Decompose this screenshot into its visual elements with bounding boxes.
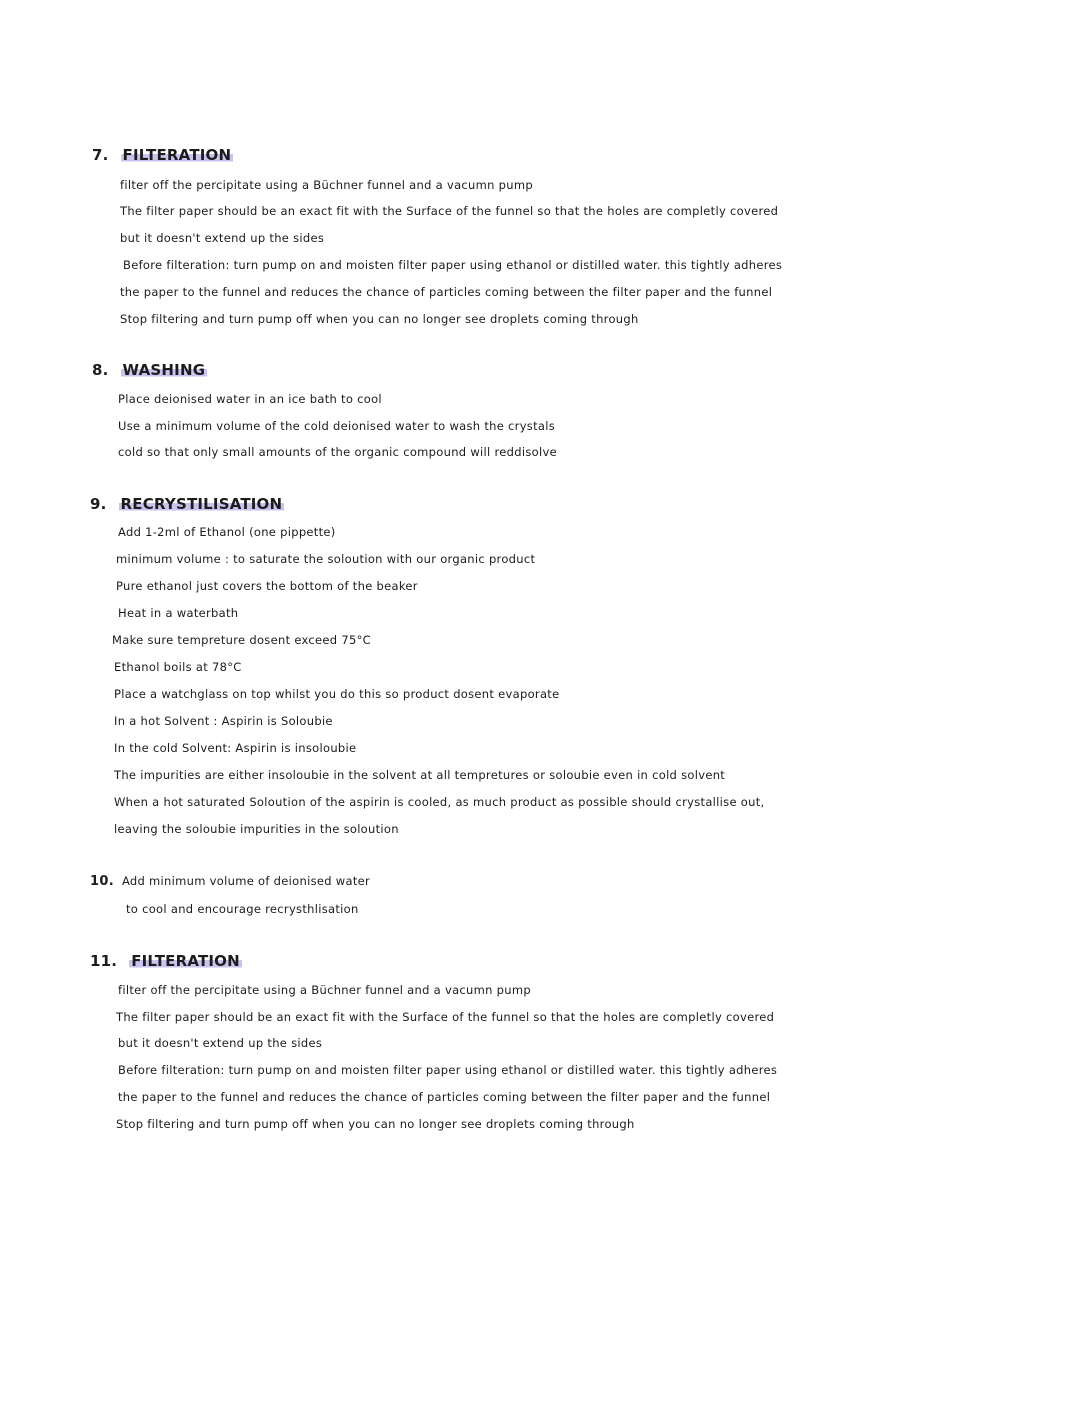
section-heading <box>90 495 284 513</box>
section-heading <box>90 952 242 970</box>
section-title: FILTERATION <box>131 952 240 970</box>
note-line: filter off the percipitate using a Büchner funnel and a vacumn pump <box>118 983 531 997</box>
note-line: Use a minimum volume of the cold deionised water to wash the crystals <box>118 419 556 433</box>
note-line: Place deionised water in an ice bath to cool <box>118 392 382 406</box>
note-line: Stop filtering and turn pump off when you can no longer see droplets coming through <box>120 312 639 326</box>
section-title: WASHING <box>122 361 206 379</box>
note-line: Make sure tempreture dosent exceed 75°C <box>112 633 371 647</box>
section-number: 9. <box>90 495 107 513</box>
note-line: The filter paper should be an exact fit with the Surface of the funnel so that the holes are completly covered <box>116 1010 775 1024</box>
note-line: Before filteration: turn pump on and moisten filter paper using ethanol or distilled water. this tightly adheres <box>123 258 783 272</box>
note-line: Pure ethanol just covers the bottom of the beaker <box>116 579 418 593</box>
note-line: Heat in a waterbath <box>118 606 239 620</box>
note-line: leaving the soloubie impurities in the soloution <box>114 822 399 836</box>
note-line: Before filteration: turn pump on and moisten filter paper using ethanol or distilled water. this tightly adheres <box>118 1063 778 1077</box>
note-line: cold so that only small amounts of the organic compound will reddisolve <box>118 445 557 459</box>
note-line: The impurities are either insoloubie in the solvent at all tempretures or soloubie even in cold solvent <box>114 768 726 782</box>
note-line: In the cold Solvent: Aspirin is insoloubie <box>114 741 357 755</box>
note-line: Stop filtering and turn pump off when you can no longer see droplets coming through <box>116 1117 635 1131</box>
note-line: filter off the percipitate using a Büchner funnel and a vacumn pump <box>120 178 533 192</box>
section-title: FILTERATION <box>122 146 232 164</box>
note-line: the paper to the funnel and reduces the chance of particles coming between the filter paper and the funnel <box>118 1090 771 1104</box>
section-number: 11. <box>90 952 118 970</box>
note-line: the paper to the funnel and reduces the chance of particles coming between the filter paper and the funnel <box>120 285 773 299</box>
section-title: RECRYSTILISATION <box>120 495 283 513</box>
note-line: In a hot Solvent : Aspirin is Soloubie <box>114 714 333 728</box>
section-heading <box>90 873 370 890</box>
note-line: Ethanol boils at 78°C <box>114 660 242 674</box>
section-number: 10. <box>90 874 114 889</box>
note-line: Add 1-2ml of Ethanol (one pippette) <box>118 525 336 539</box>
section-number: 8. <box>92 361 109 379</box>
section-number: 7. <box>92 146 109 164</box>
note-line: The filter paper should be an exact fit with the Surface of the funnel so that the holes are completly covered <box>120 204 779 218</box>
note-line: but it doesn't extend up the sides <box>118 1036 323 1050</box>
note-line: When a hot saturated Soloution of the aspirin is cooled, as much product as possible should crystallise out, <box>114 795 765 809</box>
section-heading <box>92 146 233 164</box>
note-line: minimum volume : to saturate the soloution with our organic product <box>116 552 536 566</box>
note-line: to cool and encourage recrysthlisation <box>126 902 359 916</box>
note-line: but it doesn't extend up the sides <box>120 231 325 245</box>
section-heading <box>92 361 207 379</box>
note-line: Place a watchglass on top whilst you do this so product dosent evaporate <box>114 687 560 701</box>
note-line: Add minimum volume of deionised water <box>121 874 371 888</box>
